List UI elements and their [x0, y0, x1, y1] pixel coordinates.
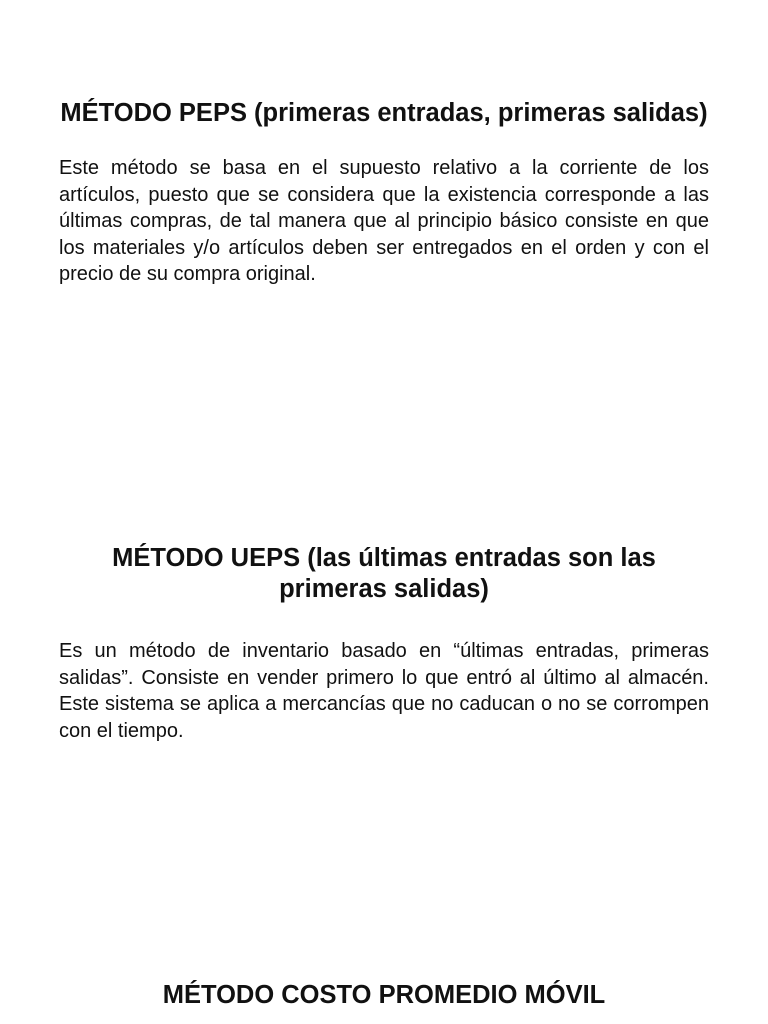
- paragraph-ueps: Es un método de inventario basado en “últimas entradas, primeras salidas”. Consiste en vender primero lo que entró al último al almacén. Este sistema se aplica a mercancías que no caducan o no se corrompen con el tiempo.: [59, 640, 709, 742]
- paragraph-peps: Este método se basa en el supuesto relativo a la corriente de los artículos, puesto que se considera que la existencia corresponde a las últimas compras, de tal manera que al principio básico consiste en que los materiales y/o artículos deben ser entregados en el orden y con el precio de su compra original.: [59, 157, 709, 285]
- section-ueps: [59, 543, 709, 744]
- heading-peps: MÉTODO PEPS (primeras entradas, primeras salidas): [60, 99, 708, 127]
- section-costo-promedio-movil: [59, 980, 709, 1011]
- heading-ueps: MÉTODO UEPS (las últimas entradas son las primeras salidas): [112, 544, 656, 603]
- section-peps: [59, 98, 709, 288]
- heading-costo-promedio-movil: MÉTODO COSTO PROMEDIO MÓVIL: [162, 981, 606, 1009]
